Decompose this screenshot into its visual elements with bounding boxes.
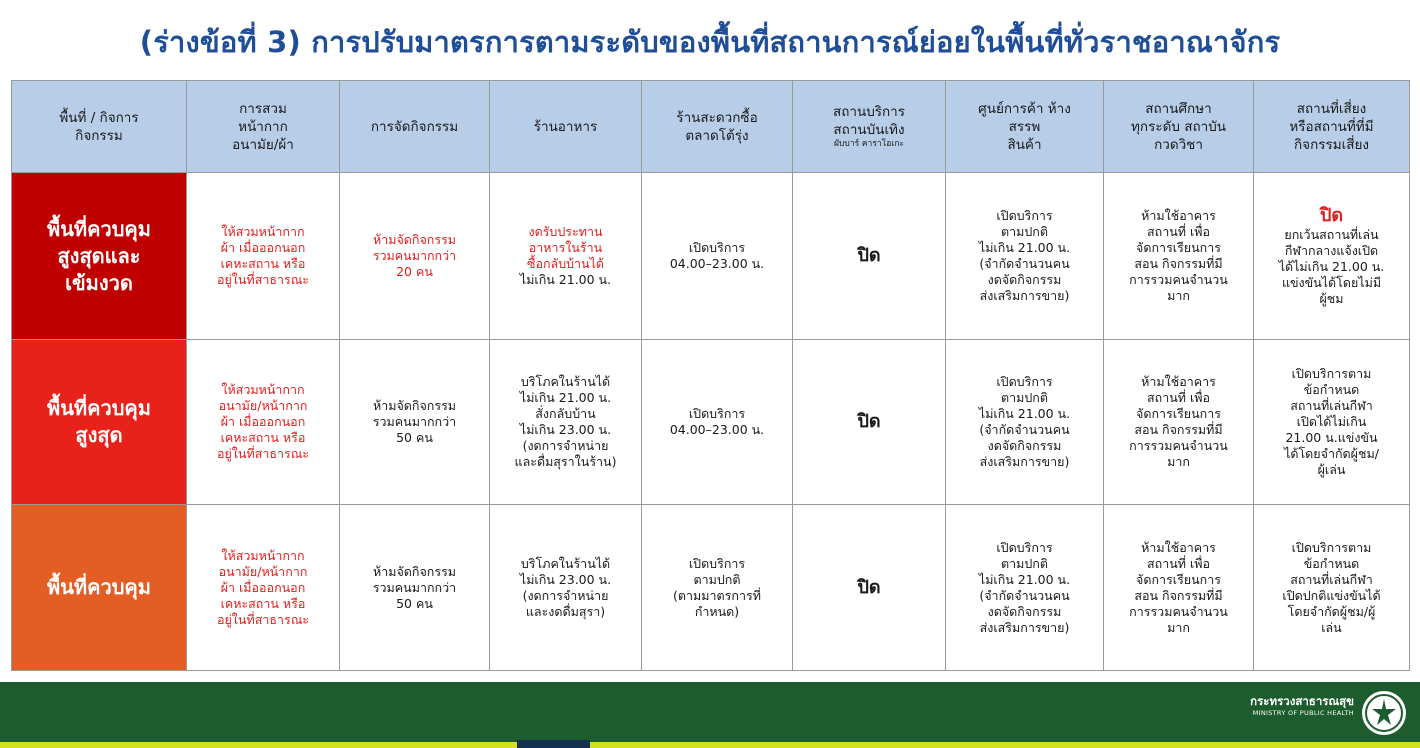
entertainment-cell: ปิด <box>793 173 946 340</box>
entertainment-cell: ปิด <box>793 340 946 505</box>
risk-cell: เปิดบริการตาม ข้อกำหนด สถานที่เล่นกีฬา เปิดปกติแข่งขันได้ โดยจำกัดผู้ชม/ผู้ เล่น <box>1254 505 1410 671</box>
header-entertainment <box>793 81 946 173</box>
header-area: พื้นที่ / กิจการ กิจกรรม <box>12 81 187 173</box>
header-activity: การจัดกิจกรรม <box>340 81 490 173</box>
page-title: (ร่างข้อที่ 3) การปรับมาตรการตามระดับของพื้นที่สถานการณ์ย่อยในพื้นที่ทั่วราชอาณาจักร <box>139 25 1281 59</box>
zone-control: พื้นที่ควบคุม <box>12 505 187 671</box>
table-row <box>12 340 1410 505</box>
entertainment-cell: ปิด <box>793 505 946 671</box>
header-entertainment-label: สถานบริการ สถานบันเทิง <box>832 104 906 138</box>
school-cell: ห้ามใช้อาคาร สถานที่ เพื่อ จัดการเรียนการ สอน กิจกรรมที่มี การรวมคนจำนวน มาก <box>1104 505 1254 671</box>
ministry-label <box>1250 693 1354 718</box>
restaurant-cell <box>490 173 642 340</box>
footer-accent-strip <box>0 742 1420 748</box>
header-risk: สถานที่เสี่ยง หรือสถานที่ที่มี กิจกรรมเสี่ยง <box>1254 81 1410 173</box>
store-cell: เปิดบริการ ตามปกติ (ตามมาตรการที่ กำหนด) <box>642 505 793 671</box>
table-row <box>12 173 1410 340</box>
mall-cell: เปิดบริการ ตามปกติ ไม่เกิน 21.00 น. (จำกัดจำนวนคน งดจัดกิจกรรม ส่งเสริมการขาย) <box>946 340 1104 505</box>
store-cell: เปิดบริการ 04.00–23.00 น. <box>642 340 793 505</box>
header-row <box>12 81 1410 173</box>
activity-cell: ห้ามจัดกิจกรรม รวมคนมากกว่า 20 คน <box>340 173 490 340</box>
zone-max-strict: พื้นที่ควบคุม สูงสุดและ เข้มงวด <box>12 173 187 340</box>
school-cell: ห้ามใช้อาคาร สถานที่ เพื่อ จัดการเรียนการ สอน กิจกรรมที่มี การรวมคนจำนวน มาก <box>1104 173 1254 340</box>
header-entertainment-sub: ผับบาร์ คาราโอเกะ <box>834 139 904 149</box>
header-restaurant: ร้านอาหาร <box>490 81 642 173</box>
mask-cell: ให้สวมหน้ากาก อนามัย/หน้ากาก ผ้า เมื่อออกนอก เคหะสถาน หรือ อยู่ในที่สาธารณะ <box>187 340 340 505</box>
store-cell: เปิดบริการ 04.00–23.00 น. <box>642 173 793 340</box>
ministry-emblem-icon <box>1360 689 1408 737</box>
footer-tab <box>517 740 590 748</box>
mask-cell: ให้สวมหน้ากาก อนามัย/หน้ากาก ผ้า เมื่อออกนอก เคหะสถาน หรือ อยู่ในที่สาธารณะ <box>187 505 340 671</box>
risk-cell: เปิดบริการตาม ข้อกำหนด สถานที่เล่นกีฬา เปิดได้ไม่เกิน 21.00 น.แข่งขัน ได้โดยจำกัดผู้ชม/ ผู้เล่น <box>1254 340 1410 505</box>
risk-cell <box>1254 173 1410 340</box>
mall-cell: เปิดบริการ ตามปกติ ไม่เกิน 21.00 น. (จำกัดจำนวนคน งดจัดกิจกรรม ส่งเสริมการขาย) <box>946 505 1104 671</box>
restaurant-cell: บริโภคในร้านได้ ไม่เกิน 23.00 น. (งดการจำหน่าย และงดดื่มสุรา) <box>490 505 642 671</box>
measures-table <box>11 80 1410 671</box>
zone-max: พื้นที่ควบคุม สูงสุด <box>12 340 187 505</box>
footer-bar <box>0 682 1420 748</box>
table-row <box>12 505 1410 671</box>
mask-cell: ให้สวมหน้ากาก ผ้า เมื่อออกนอก เคหะสถาน หรือ อยู่ในที่สาธารณะ <box>187 173 340 340</box>
ministry-name-en: MINISTRY OF PUBLIC HEALTH <box>1252 709 1354 717</box>
school-cell: ห้ามใช้อาคาร สถานที่ เพื่อ จัดการเรียนการ สอน กิจกรรมที่มี การรวมคนจำนวน มาก <box>1104 340 1254 505</box>
restaurant-extra: ไม่เกิน 21.00 น. <box>519 272 612 287</box>
activity-cell: ห้ามจัดกิจกรรม รวมคนมากกว่า 50 คน <box>340 505 490 671</box>
header-store: ร้านสะดวกซื้อ ตลาดโต้รุ่ง <box>642 81 793 173</box>
header-mall: ศูนย์การค้า ห้าง สรรพ สินค้า <box>946 81 1104 173</box>
risk-text: ยกเว้นสถานที่เล่น กีฬากลางแจ้งเปิด ได้ไม่เกิน 21.00 น. แข่งขันได้โดยไม่มี ผู้ชม <box>1278 227 1385 306</box>
restaurant-cell: บริโภคในร้านได้ ไม่เกิน 21.00 น. สั่งกลับบ้าน ไม่เกิน 23.00 น. (งดการจำหน่าย และดื่มสุราในร้าน) <box>490 340 642 505</box>
ministry-name-th: กระทรวงสาธารณสุข <box>1250 694 1354 708</box>
mall-cell: เปิดบริการ ตามปกติ ไม่เกิน 21.00 น. (จำกัดจำนวนคน งดจัดกิจกรรม ส่งเสริมการขาย) <box>946 173 1104 340</box>
restaurant-text: งดรับประทาน อาหารในร้าน ซื้อกลับบ้านได้ <box>526 224 605 271</box>
header-school: สถานศึกษา ทุกระดับ สถาบัน กวดวิชา <box>1104 81 1254 173</box>
risk-close-label: ปิด <box>1319 205 1344 226</box>
activity-cell: ห้ามจัดกิจกรรม รวมคนมากกว่า 50 คน <box>340 340 490 505</box>
header-mask: การสวม หน้ากาก อนามัย/ผ้า <box>187 81 340 173</box>
